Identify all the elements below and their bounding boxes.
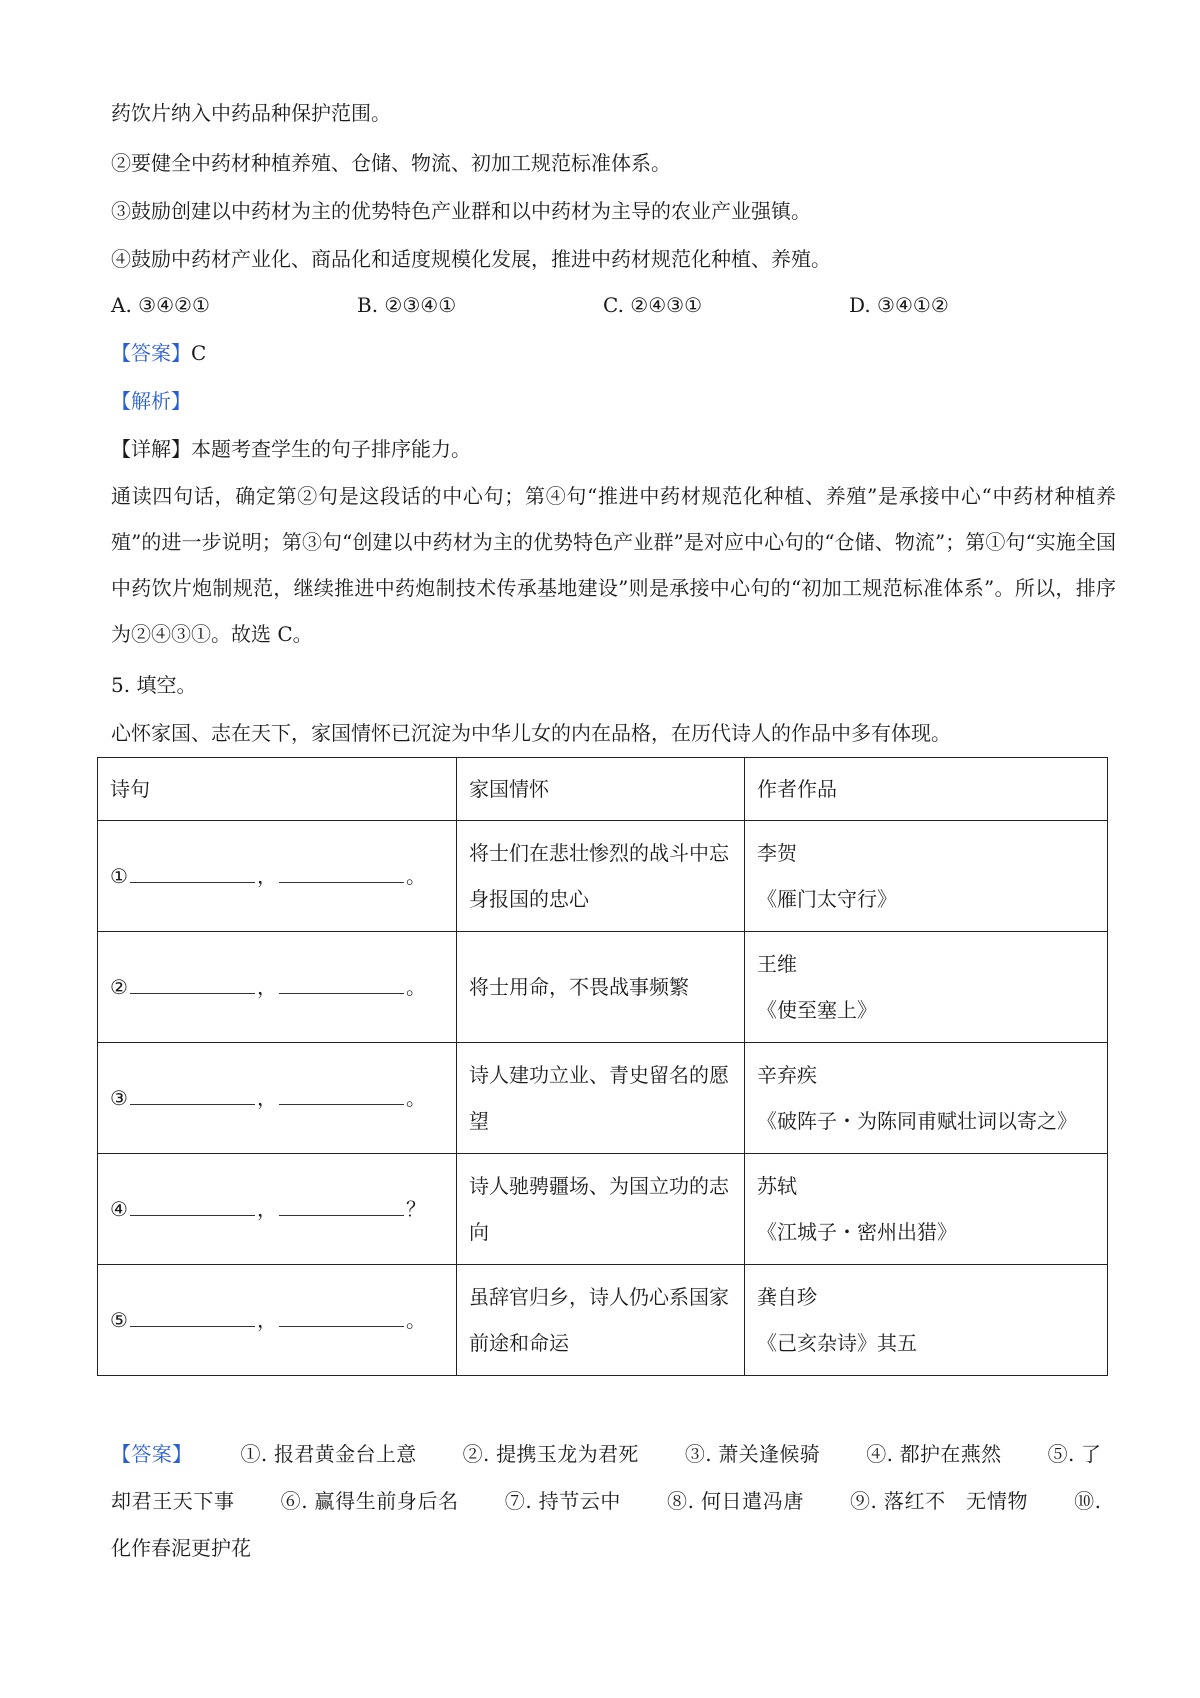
answer-label: 【答案】 <box>111 1442 193 1466</box>
explanation-paragraph: 通读四句话，确定第②句是这段话的中心句；第④句“推进中药材规范化种植、养殖”是承接中心“中药材种植养殖”的进一步说明；第③句“创建以中药材为主的优势特色产业群”是对应中心句的“仓储、物流”；第①句“实施全国中药饮片炮制规范，继续推进中药炮制技术传承基地建设”则是承接中心句的“初加工规范标准体系”。所以，排序为②④③①。故选 C。 <box>111 484 1116 646</box>
poem-line-cell: ② ， 。 <box>98 932 457 1043</box>
feeling-cell: 诗人驰骋疆场、为国立功的志向 <box>457 1154 745 1265</box>
author-cell: 辛弃疾 《破阵子・为陈同甫赋壮词以寄之》 <box>745 1043 1108 1154</box>
table-row <box>98 1265 1108 1376</box>
blank-field[interactable] <box>130 979 255 994</box>
analysis-label: 【解析】 <box>111 389 191 413</box>
q5-answer-block <box>111 1431 1101 1572</box>
answer-item: ⑦. 持节云中 <box>504 1489 622 1513</box>
answer-value: C <box>191 341 207 365</box>
poem-table <box>97 757 1108 1376</box>
header-cell: 诗句 <box>98 758 457 821</box>
q5-intro: 心怀家国、志在天下，家国情怀已沉淀为中华儿女的内在品格，在历代诗人的作品中多有体现。 <box>111 721 951 745</box>
intro-line: ②要健全中药材种植养殖、仓储、物流、初加工规范标准体系。 <box>111 151 671 175</box>
blank-field[interactable] <box>279 1312 404 1327</box>
answer-item: ②. 提携玉龙为君死 <box>462 1442 639 1466</box>
table-header-row <box>98 758 1108 821</box>
intro-line: ③鼓励创建以中药材为主的优势特色产业群和以中药材为主导的农业产业强镇。 <box>111 199 811 223</box>
intro-line: 药饮片纳入中药品种保护范围。 <box>111 101 391 125</box>
blank-field[interactable] <box>279 1201 404 1216</box>
feeling-cell: 虽辞官归乡，诗人仍心系国家前途和命运 <box>457 1265 745 1376</box>
feeling-cell: 诗人建功立业、青史留名的愿望 <box>457 1043 745 1154</box>
option-c: C. ②④③① <box>603 293 703 317</box>
feeling-cell: 将士们在悲壮惨烈的战斗中忘身报国的忠心 <box>457 821 745 932</box>
feeling-cell: 将士用命，不畏战事频繁 <box>457 932 745 1043</box>
option-d: D. ③④①② <box>849 293 949 317</box>
blank-field[interactable] <box>279 1090 404 1105</box>
answer-item: ⑩. 化作春泥更护花 <box>111 1489 1102 1560</box>
answer-item: ④. 都护在燕然 <box>866 1442 1002 1466</box>
table-row <box>98 821 1108 932</box>
blank-field[interactable] <box>130 1312 255 1327</box>
author-cell: 王维 《使至塞上》 <box>745 932 1108 1043</box>
intro-line: ④鼓励中药材产业化、商品化和适度规模化发展，推进中药材规范化种植、养殖。 <box>111 247 831 271</box>
q5-title: 5. 填空。 <box>111 673 197 697</box>
table-row <box>98 932 1108 1043</box>
option-a: A. ③④②① <box>111 293 210 317</box>
author-cell: 李贺 《雁门太守行》 <box>745 821 1108 932</box>
author-cell: 苏轼 《江城子・密州出猎》 <box>745 1154 1108 1265</box>
author-cell: 龚自珍 《己亥杂诗》其五 <box>745 1265 1108 1376</box>
answer-item: ③. 萧关逢候骑 <box>684 1442 821 1466</box>
header-cell: 作者作品 <box>745 758 1108 821</box>
q4-answer <box>111 338 206 368</box>
answer-item: ⑤. 了却君王天下事 <box>111 1442 1102 1513</box>
blank-field[interactable] <box>130 1090 255 1105</box>
option-b: B. ②③④① <box>357 293 457 317</box>
answer-item: ⑨. 落红不 无情物 <box>849 1489 1029 1513</box>
answer-label: 【答案】 <box>111 341 191 365</box>
table-row <box>98 1154 1108 1265</box>
poem-line-cell: ④ ， ？ <box>98 1154 457 1265</box>
table-row <box>98 1043 1108 1154</box>
blank-field[interactable] <box>130 868 255 883</box>
header-cell: 家国情怀 <box>457 758 745 821</box>
blank-field[interactable] <box>279 868 404 883</box>
answer-item: ①. 报君黄金台上意 <box>240 1442 417 1466</box>
poem-line-cell: ① ， 。 <box>98 821 457 932</box>
poem-line-cell: ⑤ ， 。 <box>98 1265 457 1376</box>
detail-line: 【详解】本题考查学生的句子排序能力。 <box>111 437 471 461</box>
answer-item: ⑥. 赢得生前身后名 <box>280 1489 459 1513</box>
blank-field[interactable] <box>279 979 404 994</box>
poem-line-cell: ③ ， 。 <box>98 1043 457 1154</box>
answer-item: ⑧. 何日遣冯唐 <box>667 1489 804 1513</box>
blank-field[interactable] <box>130 1201 255 1216</box>
